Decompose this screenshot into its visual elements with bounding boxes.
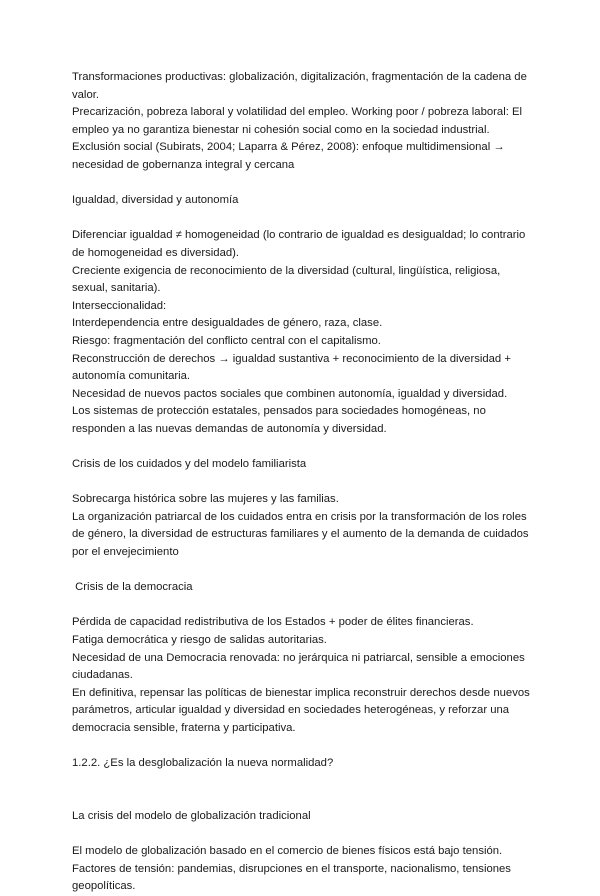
section-heading: La crisis del modelo de globalización tradicional — [72, 809, 311, 822]
section-heading: Igualdad, diversidad y autonomía — [72, 194, 239, 207]
paragraph: Necesidad de nuevos pactos sociales que combinen autonomía, igualdad y diversidad. — [72, 387, 508, 400]
section-heading: Crisis de la democracia — [72, 581, 193, 594]
paragraph: Exclusión social (Subirats, 2004; Laparra & Pérez, 2008): enfoque multidimensional → necesidad de gobernanza integral y cercana — [72, 141, 505, 171]
paragraph: Transformaciones productivas: globalización, digitalización, fragmentación de la cadena de valor. — [72, 71, 527, 101]
paragraph: En definitiva, repensar las políticas de bienestar implica reconstruir derechos desde nuevos parámetros, articular igualdad y diversidad en sociedades heterogéneas, y reforzar una democracia sensible, fraterna y participativa. — [72, 686, 530, 734]
paragraph: Diferenciar igualdad ≠ homogeneidad (lo contrario de igualdad es desigualdad; lo contrario de homogeneidad es diversidad). — [72, 229, 526, 259]
document-body — [72, 69, 534, 896]
democracia-block — [72, 579, 534, 737]
paragraph: Los sistemas de protección estatales, pensados para sociedades homogéneas, no responden a las nuevas demandas de autonomía y diversidad. — [72, 405, 486, 435]
paragraph: Necesidad de una Democracia renovada: no jerárquica ni patriarcal, sensible a emociones ciudadanas. — [72, 651, 525, 682]
igualdad-block — [72, 192, 534, 438]
desglobalizacion-block — [72, 755, 534, 773]
globalizacion-block — [72, 808, 534, 896]
paragraph: Reconstrucción de derechos → igualdad sustantiva + reconocimiento de la diversidad + autonomía comunitaria. — [72, 352, 511, 383]
paragraph: Riesgo: fragmentación del conflicto central con el capitalismo. — [72, 334, 381, 347]
paragraph: Creciente exigencia de reconocimiento de la diversidad (cultural, lingüística, religiosa, sexual, sanitaria). — [72, 264, 501, 295]
paragraph: La organización patriarcal de los cuidados entra en crisis por la transformación de los roles de género, la diversidad de estructuras familiares y el aumento de la demanda de cuidados por el envejecimiento — [72, 510, 529, 559]
intro-block — [72, 69, 534, 175]
section-heading: Crisis de los cuidados y del modelo familiarista — [72, 458, 307, 471]
paragraph: Sobrecarga histórica sobre las mujeres y las familias. — [72, 493, 339, 506]
paragraph: Interseccionalidad: — [72, 299, 167, 312]
paragraph: Pérdida de capacidad redistributiva de los Estados + poder de élites financieras. — [72, 616, 474, 629]
paragraph: Fatiga democrática y riesgo de salidas autoritarias. — [72, 634, 327, 646]
cuidados-block — [72, 456, 534, 562]
subsection-heading: 1.2.2. ¿Es la desglobalización la nueva normalidad? — [72, 757, 334, 770]
paragraph: Factores de tensión: pandemias, disrupciones en el transporte, nacionalismo, tensiones geopolíticas. — [72, 862, 511, 893]
paragraph: Precarización, pobreza laboral y volatilidad del empleo. Working poor / pobreza laboral: El empleo ya no garantiza bienestar ni cohesión social como en la sociedad industrial. — [72, 106, 523, 136]
paragraph: Interdependencia entre desigualdades de género, raza, clase. — [72, 317, 383, 330]
paragraph: El modelo de globalización basado en el comercio de bienes físicos está bajo tensión. — [72, 845, 503, 858]
